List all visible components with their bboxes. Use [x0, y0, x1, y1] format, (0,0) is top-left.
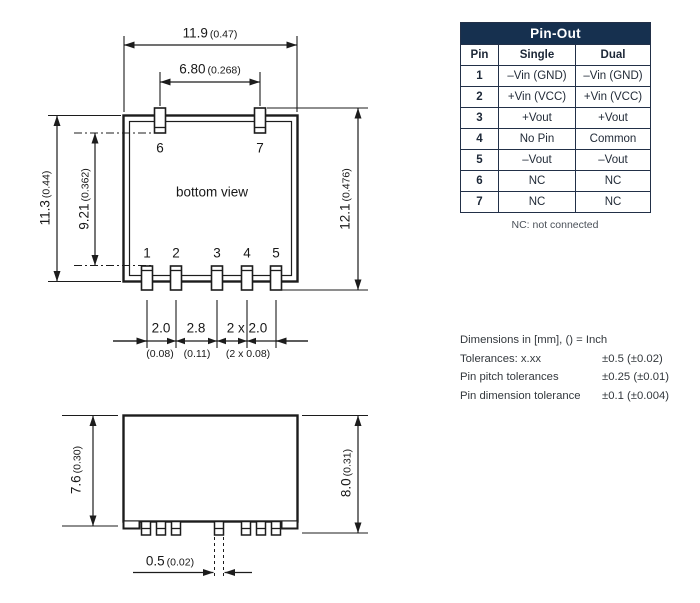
- col-header-dual: Dual: [576, 45, 651, 66]
- units-note: Dimensions in [mm], () = Inch: [460, 334, 608, 346]
- dim-pitch-2-3-inch: (0.11): [183, 347, 211, 360]
- dim-mm-value: 7.6: [68, 475, 84, 495]
- tolerance-value: ±0.1 (±0.004): [602, 389, 670, 402]
- pin-number: 4: [461, 129, 499, 150]
- dual-value: +Vin (VCC): [576, 87, 651, 108]
- dim-mm-value: 2.0: [151, 320, 171, 336]
- col-header-single: Single: [499, 45, 576, 66]
- table-row: [461, 87, 651, 108]
- pin-number: 3: [461, 108, 499, 129]
- dual-value: +Vout: [576, 108, 651, 129]
- dim-mm-value: 2.8: [186, 320, 206, 336]
- tolerance-row: [460, 350, 692, 369]
- dim-inch-value: (0.268): [207, 64, 241, 77]
- single-value: +Vin (VCC): [499, 87, 576, 108]
- dual-value: –Vin (GND): [576, 66, 651, 87]
- dim-line-pin-pitch: [113, 300, 308, 348]
- dual-value: –Vout: [576, 150, 651, 171]
- dim-pin-row-span: [77, 168, 91, 230]
- table-row: [461, 66, 651, 87]
- dim-inch-value: (0.362): [79, 168, 92, 202]
- dim-pitch-3-5-inch: (2 x 0.08): [225, 347, 271, 360]
- pinout-title-row: [461, 23, 651, 45]
- dim-mm-value: 9.21: [76, 203, 92, 230]
- table-row: [461, 150, 651, 171]
- tolerance-value: ±0.5 (±0.02): [602, 352, 663, 365]
- side-right-foot: [282, 522, 298, 529]
- dim-pin-width: [146, 554, 194, 568]
- pin-label-6: 6: [156, 140, 164, 156]
- pin-number: 2: [461, 87, 499, 108]
- single-value: NC: [499, 192, 576, 213]
- pin-number: 7: [461, 192, 499, 213]
- dim-pin67-pitch: [179, 62, 241, 76]
- dim-line-side-total-height: [302, 416, 368, 534]
- single-value: +Vout: [499, 108, 576, 129]
- dim-pitch-2-3-mm: [187, 321, 206, 335]
- dim-inch-value: (0.02): [166, 556, 195, 569]
- side-body-outline: [124, 416, 298, 522]
- pin-label-7: 7: [256, 140, 264, 156]
- dim-inch-value: (0.476): [340, 168, 353, 202]
- dim-inch-value: (0.47): [209, 28, 238, 41]
- dual-value: Common: [576, 129, 651, 150]
- single-value: –Vin (GND): [499, 66, 576, 87]
- single-value: –Vout: [499, 150, 576, 171]
- dual-value: NC: [576, 171, 651, 192]
- dim-total-height: [338, 168, 352, 230]
- side-view-drawing: [62, 416, 368, 579]
- tolerance-row: [460, 368, 692, 387]
- dim-inch-value: (0.30): [71, 445, 84, 474]
- dim-body-height: [38, 171, 52, 226]
- pin-label-1: 1: [143, 245, 151, 261]
- tolerance-label: Pin dimension tolerance: [460, 389, 581, 402]
- pin-number: 5: [461, 150, 499, 171]
- table-row: [461, 192, 651, 213]
- dim-pitch-1-2-mm: [152, 321, 171, 335]
- side-leads: [142, 522, 281, 536]
- dim-pitch-3-5-mm: [227, 321, 268, 335]
- single-value: NC: [499, 171, 576, 192]
- nc-note: NC: not connected: [511, 219, 599, 231]
- dual-value: NC: [576, 192, 651, 213]
- pin-label-3: 3: [213, 245, 221, 261]
- dim-body-width: [183, 26, 238, 40]
- dim-mm-value: 6.80: [179, 61, 206, 77]
- tolerance-label: Pin pitch tolerances: [460, 371, 559, 384]
- dim-inch-value: (0.31): [341, 448, 354, 477]
- pinout-column-header-row: [461, 45, 651, 66]
- dim-mm-value: 8.0: [338, 478, 354, 498]
- dim-mm-value: 2 x 2.0: [226, 320, 268, 336]
- pinout-table: [460, 22, 651, 213]
- dim-line-pin67-pitch: [160, 72, 260, 106]
- tolerance-notes: [460, 331, 692, 405]
- dim-side-body-height: [69, 446, 83, 494]
- dim-inch-value: (0.44): [40, 170, 53, 199]
- dim-mm-value: 11.3: [37, 200, 53, 226]
- single-value: No Pin: [499, 129, 576, 150]
- table-row: [461, 108, 651, 129]
- dim-mm-value: 12.1: [337, 203, 353, 230]
- pin-number: 1: [461, 66, 499, 87]
- pin-label-2: 2: [172, 245, 180, 261]
- pin-label-4: 4: [243, 245, 251, 261]
- bottom-view-label: bottom view: [175, 184, 249, 200]
- tolerance-value: ±0.25 (±0.01): [602, 371, 670, 384]
- dim-pitch-1-2-inch: (0.08): [146, 347, 174, 360]
- pin-label-5: 5: [272, 245, 280, 261]
- tolerance-label: Tolerances: x.xx: [460, 352, 541, 365]
- pinout-title: Pin-Out: [461, 23, 651, 45]
- col-header-pin: Pin: [461, 45, 499, 66]
- tolerance-row: [460, 387, 692, 406]
- dim-mm-value: 0.5: [145, 553, 165, 569]
- dim-side-total-height: [339, 449, 353, 497]
- table-row: [461, 171, 651, 192]
- side-left-foot: [124, 522, 140, 529]
- pin-number: 6: [461, 171, 499, 192]
- dim-mm-value: 11.9: [182, 25, 208, 41]
- table-row: [461, 129, 651, 150]
